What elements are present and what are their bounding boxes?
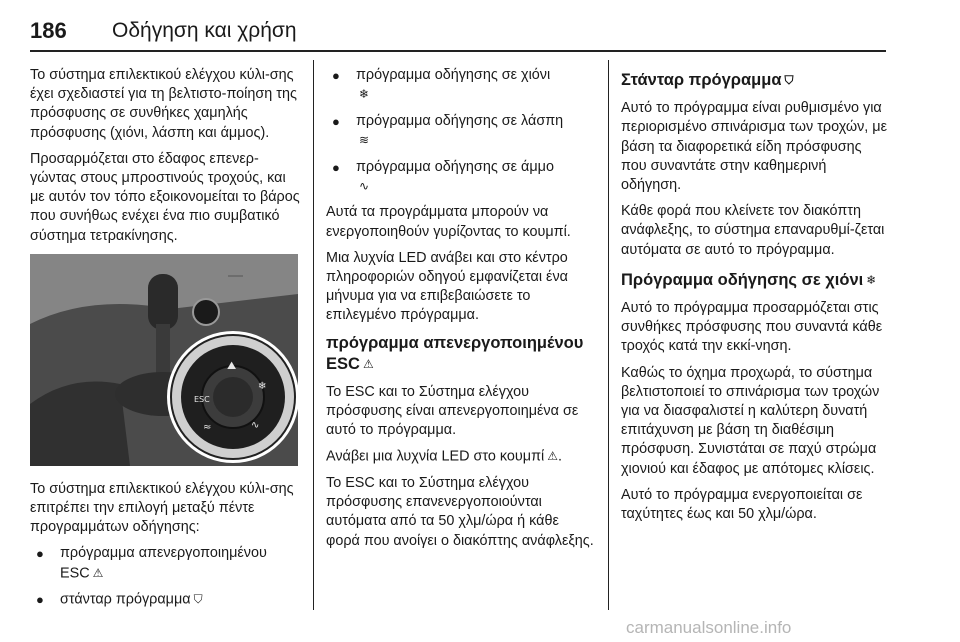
svg-text:⛰: ⛰ <box>227 358 237 372</box>
snow-icon: ❄ <box>866 272 877 287</box>
paragraph: Το ESC και το Σύστημα ελέγχου πρόσφυσης επανενεργοποιούνται αυτόματα από τα 50 χλμ/ώρα ή κάθε φορά που ανοίγει ο διακόπτης ανάφλεξης. <box>326 475 594 549</box>
esc-off-icon: ⚠ <box>92 565 104 580</box>
esc-off-icon: ⚠ <box>547 449 558 464</box>
paragraph: Μια λυχνία LED ανάβει και στο κέντρο πληροφοριών οδηγού εμφανίζεται ένα μήνυμα για να επιβεβαιώσετε το επιλεγμένο πρόγραμμα. <box>326 249 568 324</box>
paragraph: Το ESC και το Σύστημα ελέγχου πρόσφυσης είναι απενεργοποιημένα σε αυτό το πρόγραμμα. <box>326 383 579 439</box>
list-item: ● πρόγραμμα οδήγησης σε λάσπη ≋ <box>326 112 596 151</box>
header-divider <box>30 50 886 52</box>
esc-off-icon: ⚠ <box>362 356 374 371</box>
section-heading: Πρόγραμμα οδήγησης σε χιόνι ❄ <box>621 270 887 291</box>
paragraph: Καθώς το όχημα προχωρά, το σύστημα βελτιστοποιεί το σπινάρισμα των τροχών για να διασφαλιστεί η καλύτερη δυνατή επιτάχυνση με βάση τη διαθέσιμη πρόσφυση. Συνιστάται σε παχύ στρώμα χιονιού και έδαφος με απότομες κλίσεις. <box>621 364 880 477</box>
paragraph: Αυτό το πρόγραμμα ενεργοποιείται σε ταχύτητες έως και 50 χλμ/ώρα. <box>621 486 863 522</box>
column-1 <box>30 66 300 617</box>
paragraph: Αυτό το πρόγραμμα είναι ρυθμισμένο για περιορισμένο σπινάρισμα των τροχών, με βάση τα διαφορετικά είδη πρόσφυσης που συναντάτε στην καθημερινή οδήγηση. <box>621 100 887 193</box>
page-header <box>30 18 886 52</box>
standard-road-icon: ⛉ <box>193 592 203 607</box>
watermark: carmanualsonline.info <box>626 618 792 637</box>
snow-icon: ❄ <box>359 87 370 102</box>
column-3 <box>621 66 887 531</box>
column-2 <box>326 66 596 558</box>
list-item: ● στάνταρ πρόγραμμα ⛉ <box>30 590 300 610</box>
column-divider-2 <box>608 60 609 610</box>
dashboard-image <box>30 254 298 466</box>
paragraph: Ανάβει μια λυχνία LED στο κουμπί ⚠. <box>326 448 562 465</box>
standard-road-icon: ⛉ <box>784 73 794 88</box>
program-list <box>30 544 300 609</box>
list-item: ● πρόγραμμα απενεργοποιημένου ESC ⚠ <box>30 544 300 583</box>
section-heading: Στάνταρ πρόγραμμα ⛉ <box>621 70 887 91</box>
paragraph: Αυτό το πρόγραμμα προσαρμόζεται στις συνθήκες πρόσφυσης που συναντά κάθε τροχός κατά την εκκί-νηση. <box>621 299 883 355</box>
paragraph: Κάθε φορά που κλείνετε τον διακόπτη ανάφλεξης, το σύστημα επαναρυθμί-ζεται αυτόματα σε αυτό το πρόγραμμα. <box>621 203 885 258</box>
paragraph: Προσαρμόζεται στο έδαφος επενερ-γώντας στους μπροστινούς τροχούς, και με αυτόν τον τόπο εξοικονομείται το βάρος που συνήθως ενέχει ένα πιο συμβατικό σύστημα τετρακίνησης. <box>30 150 300 244</box>
paragraph: Το σύστημα επιλεκτικού ελέγχου κύλι-σης έχει σχεδιαστεί για τη βελτιστο-ποίηση της πρόσφυσης σε συνθήκες χαμηλής πρόσφυσης (χιόνι, λάσπη και άμμος). <box>30 67 297 141</box>
svg-text:≈: ≈ <box>203 421 212 433</box>
sand-icon: ∿ <box>359 178 370 193</box>
section-heading: πρόγραμμα απενεργοποιημένου ESC ⚠ <box>326 333 596 375</box>
svg-text:ESC: ESC <box>194 394 210 404</box>
list-item: ● πρόγραμμα οδήγησης σε άμμο ∿ <box>326 158 596 197</box>
paragraph: Αυτά τα προγράμματα μπορούν να ενεργοποιηθούν γυρίζοντας το κουμπί. <box>326 204 571 240</box>
list-item: ● πρόγραμμα οδήγησης σε χιόνι ❄ <box>326 66 596 105</box>
page-number: 186 <box>30 18 67 43</box>
page-title: Οδήγηση και χρήση <box>112 19 297 42</box>
paragraph: Το σύστημα επιλεκτικού ελέγχου κύλι-σης επιτρέπει την επιλογή μεταξύ πέντε προγραμμάτων οδήγησης: <box>30 480 294 536</box>
column-divider-1 <box>313 60 314 610</box>
mud-icon: ≋ <box>359 133 370 148</box>
program-list-continued <box>326 66 596 196</box>
svg-text:❄: ❄ <box>258 380 267 392</box>
svg-text:∿: ∿ <box>251 419 260 431</box>
terrain-control-photo <box>30 254 298 466</box>
